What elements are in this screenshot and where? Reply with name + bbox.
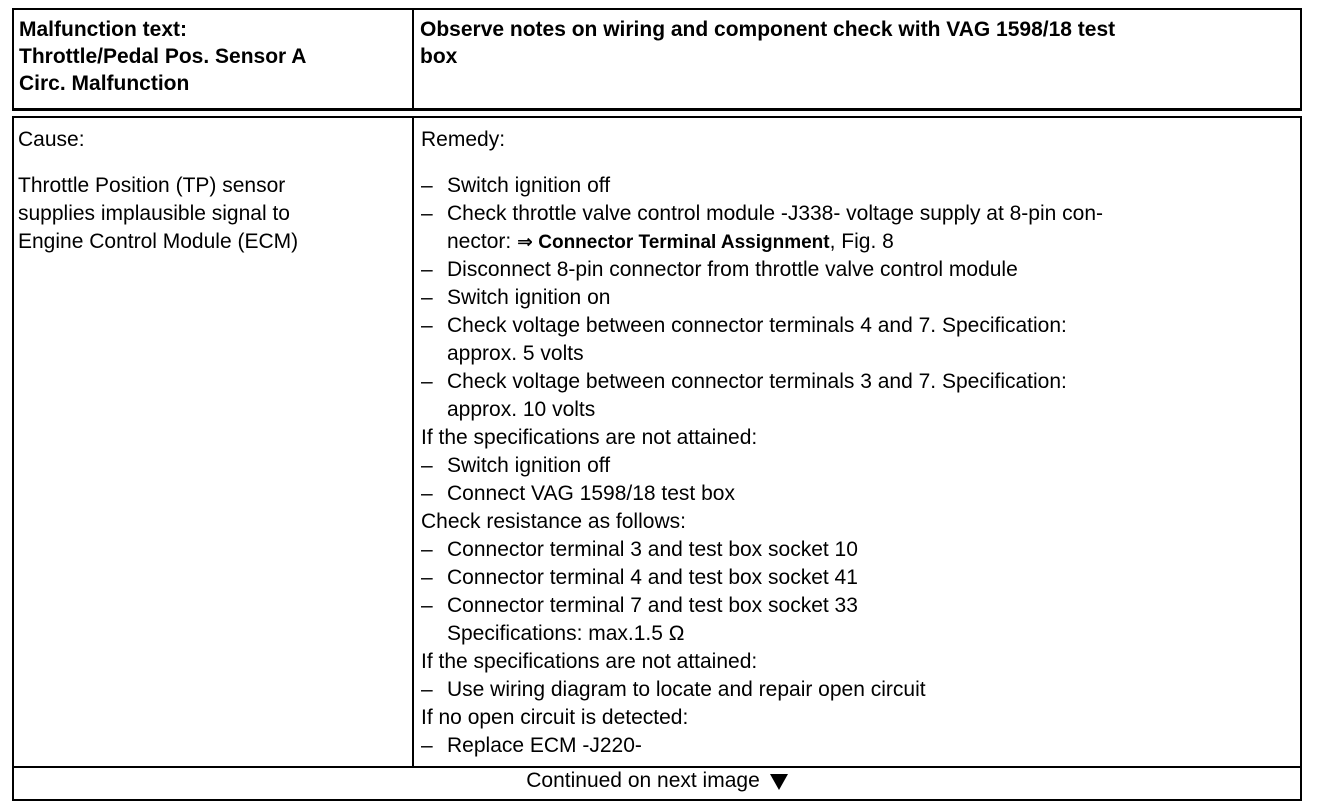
remedy-step <box>421 480 1291 508</box>
body-row <box>12 116 1302 768</box>
remedy-step-text: Disconnect 8-pin connector from throttle valve control module <box>447 258 1018 281</box>
remedy-step <box>421 200 1291 228</box>
remedy-step-text: Switch ignition on <box>447 286 611 309</box>
remedy-step <box>421 704 1291 732</box>
remedy-step <box>421 732 1291 760</box>
dash-bullet: – <box>421 538 433 561</box>
remedy-label: Remedy: <box>421 128 506 151</box>
remedy-step-text: Check throttle valve control module -J338- voltage supply at 8-pin con- <box>447 202 1104 225</box>
remedy-step <box>421 452 1291 480</box>
dash-bullet: – <box>421 482 433 505</box>
remedy-step <box>421 368 1291 396</box>
cause-label: Cause: <box>18 128 85 151</box>
remedy-condition-text: If the specifications are not attained: <box>421 426 758 449</box>
remedy-steps-list <box>421 172 1291 760</box>
remedy-step-text: nector: <box>447 230 518 253</box>
header-malfunction-cell <box>14 10 414 108</box>
remedy-step <box>421 172 1291 200</box>
header-notes-cell <box>414 10 1300 108</box>
cause-cell <box>14 118 414 766</box>
dash-bullet: – <box>421 314 433 337</box>
malfunction-text-heading: Malfunction text: Throttle/Pedal Pos. Sensor A Circ. Malfunction <box>19 18 307 95</box>
remedy-step <box>421 648 1291 676</box>
remedy-step-text: Use wiring diagram to locate and repair open circuit <box>447 678 926 701</box>
remedy-step <box>421 228 1291 256</box>
remedy-step <box>421 256 1291 284</box>
remedy-cell <box>414 118 1300 766</box>
remedy-step <box>421 340 1291 368</box>
remedy-step-text: Replace ECM -J220- <box>447 734 642 757</box>
remedy-step-text: Switch ignition off <box>447 454 611 477</box>
remedy-condition-text: Check resistance as follows: <box>421 510 686 533</box>
figure-reference: , Fig. 8 <box>829 230 894 253</box>
remedy-step-text: Switch ignition off <box>447 174 611 197</box>
remedy-step <box>421 592 1291 620</box>
dash-bullet: – <box>421 678 433 701</box>
remedy-step-text: Connector terminal 4 and test box socket 41 <box>447 566 858 589</box>
remedy-step <box>421 396 1291 424</box>
remedy-step <box>421 312 1291 340</box>
remedy-step-text: approx. 10 volts <box>447 398 596 421</box>
dash-bullet: – <box>421 370 433 393</box>
remedy-step-text: Connector terminal 7 and test box socket 33 <box>447 594 858 617</box>
remedy-step <box>421 564 1291 592</box>
dash-bullet: – <box>421 202 433 225</box>
continued-text: Continued on next image <box>526 769 760 792</box>
dash-bullet: – <box>421 258 433 281</box>
header-row <box>12 8 1302 111</box>
remedy-step-text: Connect VAG 1598/18 test box <box>447 482 735 505</box>
remedy-step <box>421 508 1291 536</box>
remedy-step <box>421 536 1291 564</box>
remedy-step-text: approx. 5 volts <box>447 342 584 365</box>
remedy-step-text: Check voltage between connector terminals 4 and 7. Specification: <box>447 314 1067 337</box>
connector-terminal-assignment-link[interactable]: ⇒ Connector Terminal Assignment <box>517 232 830 253</box>
dash-bullet: – <box>421 454 433 477</box>
dash-bullet: – <box>421 594 433 617</box>
remedy-condition-text: If the specifications are not attained: <box>421 650 758 673</box>
remedy-step-text: Check voltage between connector terminals 3 and 7. Specification: <box>447 370 1067 393</box>
remedy-step <box>421 676 1291 704</box>
continued-footer <box>12 764 1302 801</box>
document-page <box>12 8 1302 803</box>
dash-bullet: – <box>421 174 433 197</box>
remedy-step-text: Specifications: max.1.5 Ω <box>447 622 685 645</box>
down-triangle-icon <box>770 774 788 790</box>
remedy-condition-text: If no open circuit is detected: <box>421 706 689 729</box>
dash-bullet: – <box>421 566 433 589</box>
cause-description: Throttle Position (TP) sensor supplies implausible signal to Engine Control Module (ECM) <box>18 174 299 253</box>
notes-heading: Observe notes on wiring and component check with VAG 1598/18 test box <box>420 18 1116 68</box>
remedy-step-text: Connector terminal 3 and test box socket 10 <box>447 538 858 561</box>
remedy-step <box>421 424 1291 452</box>
remedy-step <box>421 620 1291 648</box>
remedy-step <box>421 284 1291 312</box>
dash-bullet: – <box>421 734 433 757</box>
dash-bullet: – <box>421 286 433 309</box>
